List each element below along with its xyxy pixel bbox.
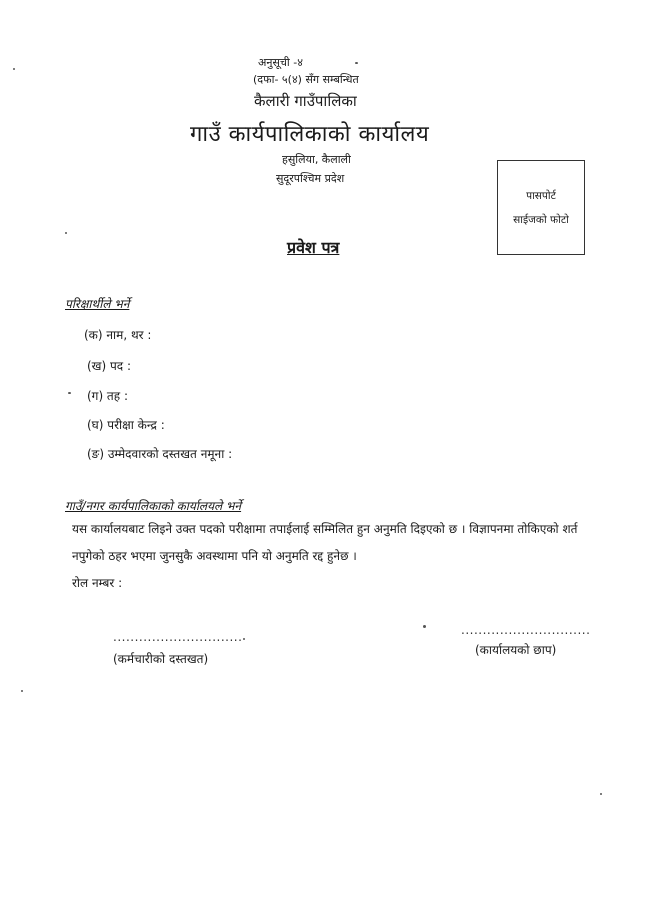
field-level: (ग) तह : bbox=[87, 389, 129, 403]
section-reference: (दफा- ५(४) सँग सम्बन्धित bbox=[253, 73, 359, 86]
employee-signature-label: (कर्मचारीको दस्तखत) bbox=[113, 652, 209, 666]
schedule-label: अनुसूची -४ bbox=[258, 56, 303, 69]
field-signature-sample: (ङ) उम्मेदवारको दस्तखत नमूना : bbox=[87, 447, 233, 461]
scan-speck bbox=[355, 62, 358, 64]
field-post: (ख) पद : bbox=[87, 359, 132, 373]
candidate-section-heading: परिक्षार्थीले भर्ने bbox=[65, 297, 130, 311]
municipality-name: कैलारी गाउँपालिका bbox=[254, 92, 357, 110]
address-line-2: सुदूरपश्चिम प्रदेश bbox=[276, 172, 345, 185]
scan-speck bbox=[423, 625, 426, 628]
office-name: गाउँ कार्यपालिकाको कार्यालय bbox=[190, 122, 430, 147]
address-line-1: हसुलिया, कैलाली bbox=[282, 153, 351, 166]
photo-box bbox=[497, 160, 585, 255]
scan-speck bbox=[13, 68, 15, 70]
photo-box-line-2: साईजको फोटो bbox=[513, 213, 569, 226]
permission-paragraph: यस कार्यालयबाट लिइने उक्त पदको परीक्षामा तपाईलाई सम्मिलित हुन अनुमति दिइएको छ । विज्ञापनमा तोकिएको शर्त नपुगेको ठहर भएमा जुनसुकै अवस्थामा पनि यो अनुमति रद्द हुनेछ । bbox=[72, 522, 578, 563]
office-seal-line: .............................. bbox=[461, 623, 591, 637]
scan-speck bbox=[21, 690, 23, 692]
scan-speck bbox=[65, 232, 67, 234]
roll-number-label: रोल नम्बर : bbox=[72, 576, 123, 590]
employee-signature-line: .............................. bbox=[113, 630, 243, 644]
field-name: (क) नाम, थर : bbox=[84, 328, 152, 342]
scan-speck bbox=[600, 793, 602, 795]
office-section-heading: गाउँ/नगर कार्यपालिकाको कार्यालयले भर्ने bbox=[65, 499, 242, 513]
scan-speck bbox=[68, 392, 71, 394]
document-title: प्रवेश पत्र bbox=[287, 238, 340, 257]
scan-speck bbox=[243, 638, 245, 640]
field-exam-center: (घ) परीक्षा केन्द्र : bbox=[87, 418, 165, 432]
photo-box-line-1: पासपोर्ट bbox=[526, 189, 556, 202]
office-seal-label: (कार्यालयको छाप) bbox=[475, 643, 557, 657]
